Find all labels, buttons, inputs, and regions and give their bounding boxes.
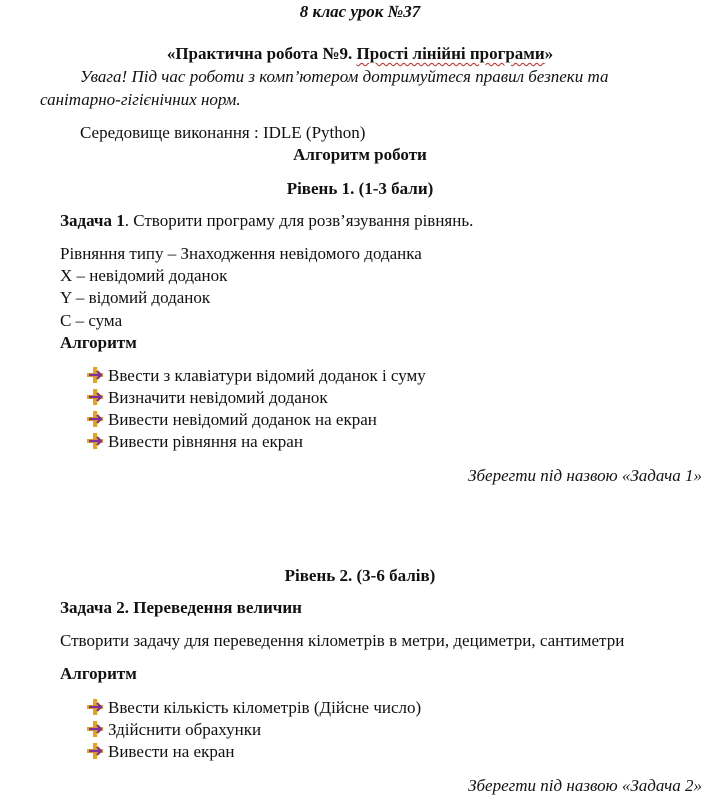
arrow-plus-bullet-icon [86, 698, 104, 716]
environment-text: Середовище виконання : IDLE (Python) [80, 123, 366, 142]
list-item [86, 410, 377, 430]
list-item [86, 388, 328, 408]
list-item [86, 366, 426, 386]
title-close: » [544, 44, 554, 63]
arrow-plus-bullet-icon [86, 742, 104, 760]
list-item-text: Вивести невідомий доданок на екран [108, 410, 377, 429]
list-item [86, 698, 421, 718]
level2-algorithm-label: Алгоритм [60, 664, 137, 683]
task1-label: Задача 1 [60, 211, 125, 230]
list-item-text: Ввести кількість кілометрів (Дійсне число) [108, 698, 422, 717]
title-open: «Практична робота №9. [166, 44, 357, 63]
level1-line: Y – відомий доданок [60, 288, 211, 307]
list-item-text: Здійснити обрахунки [108, 720, 262, 739]
level1-line: Рівняння типу – Знаходження невідомого доданка [60, 244, 422, 263]
arrow-plus-bullet-icon [86, 720, 104, 738]
level1-line: C – сума [60, 311, 123, 330]
task2-text: Створити задачу для переведення кілометрів в метри, дециметри, сантиметри [60, 631, 625, 650]
level1-heading: Рівень 1. (1-3 бали) [286, 179, 434, 198]
list-item [86, 742, 235, 762]
title-link: Прості лінійні програми [356, 44, 545, 63]
list-item-text: Вивести на екран [108, 742, 235, 761]
list-item [86, 720, 261, 740]
level1-line: X – невідомий доданок [60, 266, 228, 285]
save-note-2: Зберегти під назвою «Задача 2» [468, 776, 702, 795]
list-item-text: Ввести з клавіатури відомий доданок і суму [108, 366, 426, 385]
list-item-text: Визначити невідомий доданок [108, 388, 328, 407]
document-title [0, 44, 720, 64]
arrow-plus-bullet-icon [86, 388, 104, 406]
level1-algorithm-label: Алгоритм [60, 333, 137, 352]
task1-text: . Створити програму для розв’язування рівнянь. [124, 211, 474, 230]
task2-title: Задача 2. Переведення величин [60, 598, 302, 617]
arrow-plus-bullet-icon [86, 432, 104, 450]
level2-heading: Рівень 2. (3-6 балів) [284, 566, 436, 585]
list-item [86, 432, 303, 452]
arrow-plus-bullet-icon [86, 366, 104, 384]
list-item-text: Вивести рівняння на екран [108, 432, 303, 451]
warning-line-1: Увага! Під час роботи з комп’ютером дотримуйтеся правил безпеки та [80, 67, 609, 86]
save-note-1: Зберегти під назвою «Задача 1» [468, 466, 702, 485]
task1-statement [60, 211, 473, 231]
warning-line-2: санітарно-гігієнічних норм. [40, 90, 241, 109]
lesson-label: 8 клас урок №37 [299, 2, 421, 21]
algorithm-heading: Алгоритм роботи [293, 145, 427, 164]
arrow-plus-bullet-icon [86, 410, 104, 428]
